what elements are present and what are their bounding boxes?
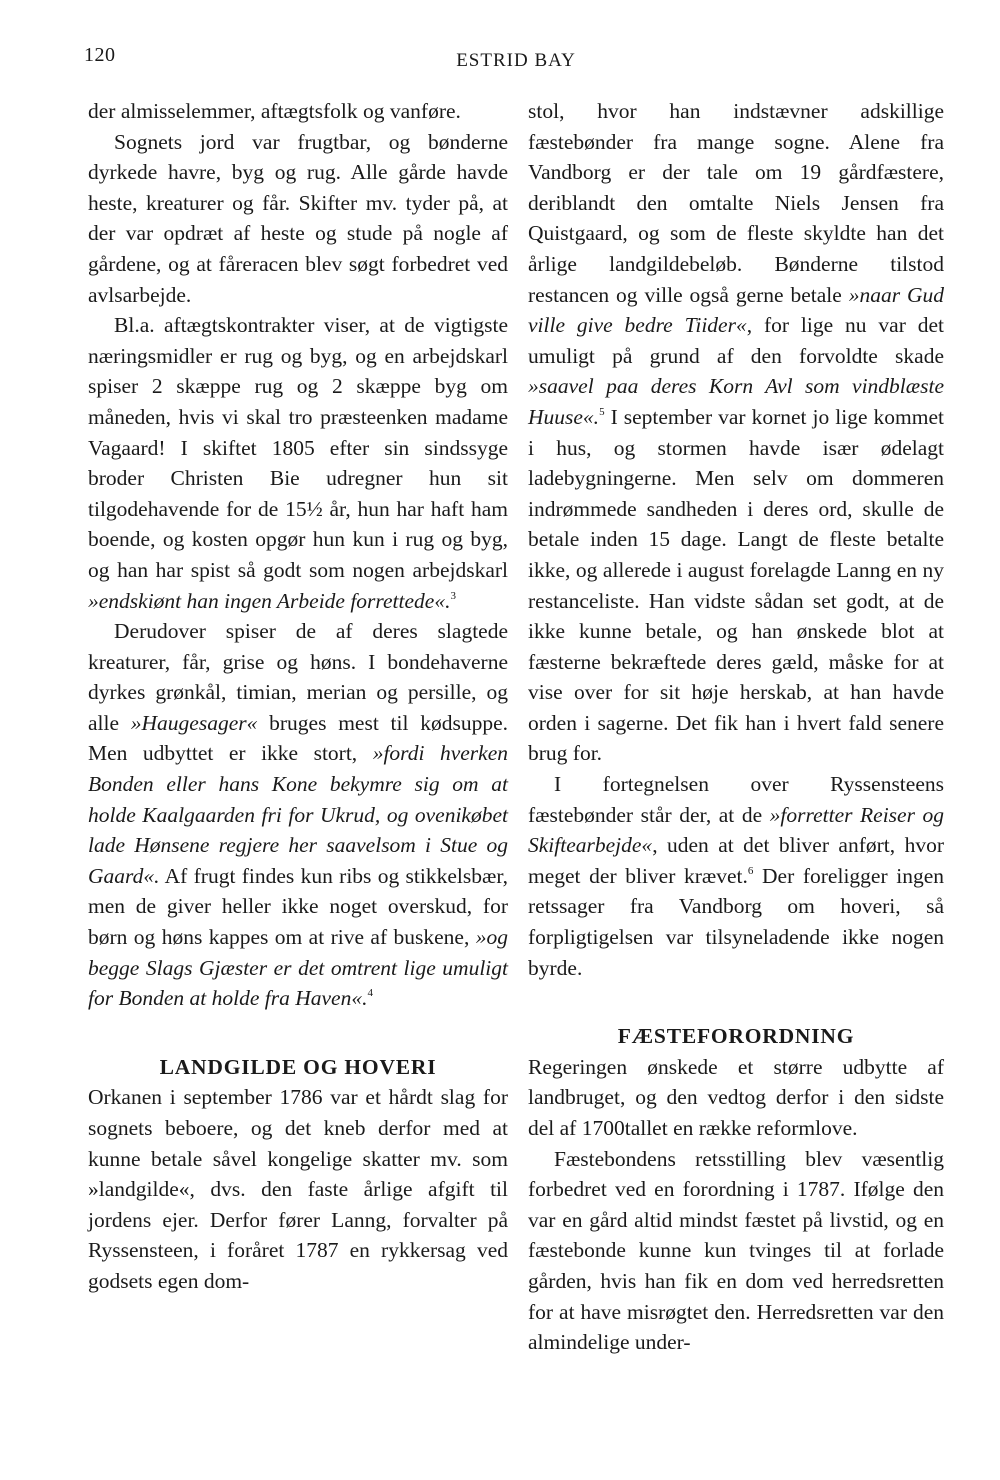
paragraph-text: stol, hvor han indstævner adskillige fæstebønder fra mange sogne. Alene fra Vandborg er der tale om 19 gårdfæstere, deriblandt den omtalte Niels Jensen fra Quistgaard, og som de fleste skyldte han det årlige landgildebeløb. Bønderne tilstod restancen og ville også gerne betale — [528, 99, 944, 307]
paragraph-text: , uden at det bliver anført, hvor meget der bliver krævet. — [528, 833, 944, 888]
paragraph-text: Derudover spiser de af deres slagtede kreaturer, får, grise og høns. I bondehaverne dyrkes grønkål, timian, merian og persille, og alle — [88, 619, 508, 735]
paragraph — [528, 96, 944, 769]
footnote-marker: 4 — [367, 987, 373, 1000]
quotation: »saavel paa deres Korn Avl som vindblæste Huuse«. — [528, 374, 944, 429]
paragraph: Orkanen i september 1786 var et hårdt slag for sognets beboere, og det kneb derfor med at kunne betale såvel kongelige skatter mv. som »landgilde«, dvs. den faste årlige afgift til jordens ejer. Derfor fører Lanng, forvalter på Ryssensteen, i foråret 1787 en rykkersag ved godsets egen dom- — [88, 1085, 508, 1293]
quotation: »og begge Slags Gjæster er det omtrent lige umuligt for Bonden at holde fra Haven«. — [88, 925, 508, 1011]
quotation: »endskiønt han ingen Arbeide forrettede«. — [88, 588, 451, 613]
quotation: »Haugesager« — [130, 710, 258, 735]
section-heading: LANDGILDE OG HOVERI — [159, 1054, 437, 1079]
paragraph: der almisselemmer, aftægtsfolk og vanføre. — [88, 99, 461, 123]
paragraph-text: Af frugt findes kun ribs og stikkelsbær, men de giver heller ikke noget overskud, for børn og høns kappes om at rive af buskene, — [88, 863, 508, 950]
quotation: »fordi hverken Bonden eller hans Kone bekymre sig om at holde Kaalgaarden fri for Ukrud, og ovenikøbet lade Hønsene regjere her saavelsom i Stue og Gaard«. — [88, 741, 508, 888]
paragraph-text: I fortegnelsen over Ryssensteens fæstebønder står der, at de — [528, 772, 944, 827]
footnote-marker: 6 — [747, 864, 754, 877]
right-column — [528, 96, 944, 1358]
paragraph — [88, 616, 508, 1014]
paragraph-text: Bl.a. aftægtskontrakter viser, at de vigtigste næringsmidler er rug og byg, og en arbejdskarl spiser 2 skæppe rug og 2 skæppe byg om måneden, hvis vi skal tro præsteenken madame Vagaard! I skiftet 1805 efter sin sindssyge broder Christen Bie udregner hun sit tilgodehavende for de 15½ år, hun har haft ham boende, og kosten opgør hun kun i rug og byg, og han har spist så godt som nogen arbejdskarl — [88, 313, 508, 582]
page-number: 120 — [84, 44, 116, 66]
paragraph-text: Der foreligger ingen retssager fra Vandborg om hoveri, så forpligtigelsen var tilsyneladende ikke nogen byrde. — [528, 863, 944, 980]
left-column — [88, 96, 508, 1297]
footnote-marker: 3 — [450, 589, 456, 602]
paragraph: Fæstebondens retsstilling blev væsentlig forbedret ved en forordning i 1787. Ifølge den var en gård altid mindst fæstet på livstid, og en fæstebonde kunne kun tvinges til at forlade gården, hvis han fik en dom ved herredsretten for at have misrøgtet den. Herredsretten var den almindelige under- — [528, 1146, 944, 1355]
section-heading: FÆSTEFORORDNING — [617, 1024, 855, 1049]
paragraph — [528, 769, 944, 983]
paragraph-text: bruges mest til kødsuppe. Men udbyttet er ikke stort, — [88, 710, 508, 766]
page-header — [84, 44, 948, 74]
paragraph-text: , for lige nu var det umuligt på grund af den forvoldte skade — [528, 313, 944, 368]
quotation: »naar Gud ville give bedre Tiider« — [528, 282, 944, 338]
running-head: ESTRID BAY — [456, 50, 576, 71]
footnote-marker: 5 — [599, 405, 605, 418]
quotation: »forretter Reiser og Skiftearbejde« — [528, 802, 945, 858]
paragraph — [88, 310, 508, 616]
paragraph: Sognets jord var frugtbar, og bønderne dyrkede havre, byg og rug. Alle gårde havde heste, kreaturer og får. Skifter mv. tyder på, at der var opdræt af heste og stude på nogle af gårdene, og at fåreracen blev søgt forbedret ved avlsarbejde. — [88, 129, 508, 307]
paragraph-text: I september var kornet jo lige kommet i hus, og stormen havde især ødelagt ladebygningerne. Men selv om dommeren indrømmede sandheden i deres ord, skulle de betale inden 15 dage. Langt de fleste betalte ikke, og allerede i august forelagde Lanng en ny restanceliste. Han vidste sådan set godt, at de ikke kunne betale, og han ønskede blot at fæsterne bekræftede deres gæld, måske for at vise over for sit høje herskab, at han havde orden i sagerne. Det fik han i hvert fald senere brug for. — [528, 404, 944, 766]
paragraph: Regeringen ønskede et større udbytte af landbruget, og den vedtog derfor i den sidste del af 1700tallet en række reformlove. — [528, 1054, 944, 1140]
